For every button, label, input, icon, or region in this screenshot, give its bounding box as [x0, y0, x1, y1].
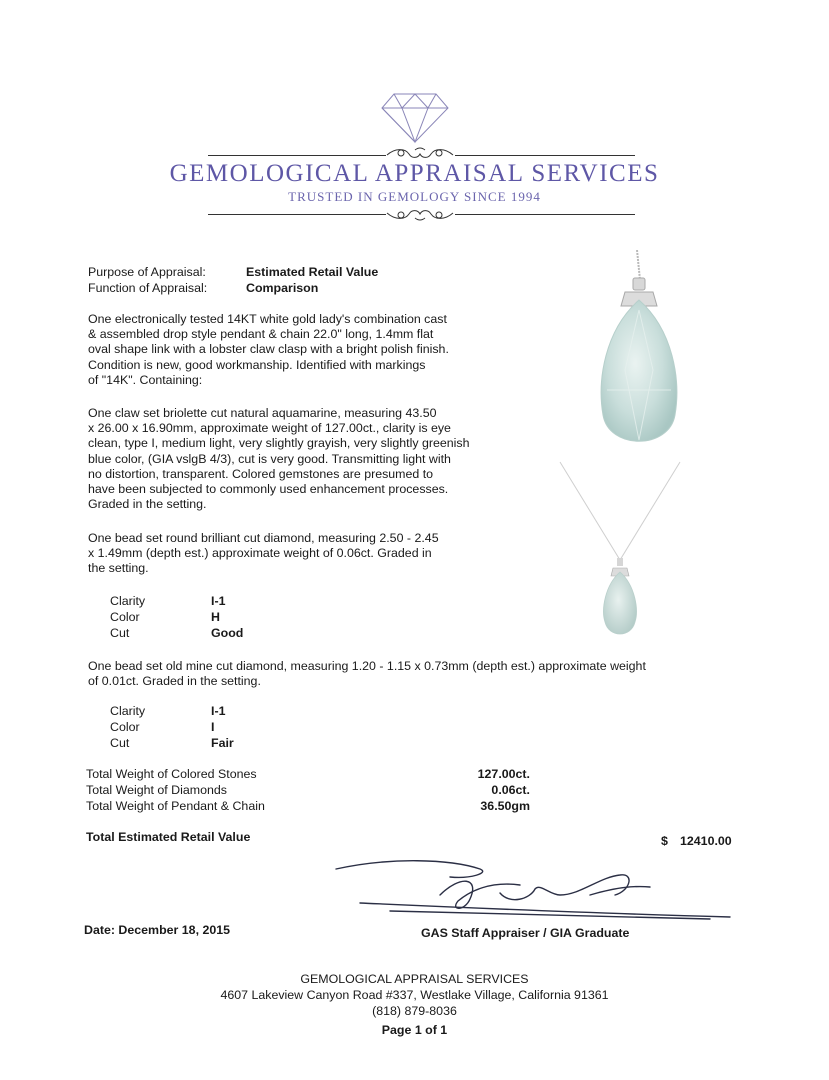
- diamond2-paragraph: [88, 659, 646, 689]
- header-rule-top-left: [208, 155, 386, 156]
- estimated-value-amount: 12410.00: [680, 834, 732, 848]
- diamond2-cut-value: Fair: [211, 736, 234, 750]
- diamond1-clarity-label: Clarity: [110, 594, 146, 608]
- diamond2-clarity-label: Clarity: [110, 704, 146, 718]
- diamond-outline-icon: [380, 92, 450, 144]
- total-colored-stones-value: 127.00ct.: [477, 767, 530, 781]
- diamond1-cut-value: Good: [211, 626, 244, 640]
- description-line: of "14K". Containing:: [88, 372, 203, 387]
- flourish-bottom-icon: [385, 206, 455, 222]
- gemstone-line: One claw set briolette cut natural aquamarine, measuring 43.50: [88, 406, 437, 420]
- header-rule-top-right: [455, 155, 635, 156]
- description-paragraph: [88, 312, 449, 388]
- gemstone-line: no distortion, transparent. Colored gemstones are presumed to: [88, 466, 434, 481]
- description-line: One electronically tested 14KT white gold lady's combination cast: [88, 312, 447, 326]
- footer-company: GEMOLOGICAL APPRAISAL SERVICES: [300, 972, 529, 986]
- appraisal-date: Date: December 18, 2015: [84, 923, 231, 937]
- company-tagline: TRUSTED IN GEMOLOGY SINCE 1994: [288, 189, 541, 204]
- footer-phone: (818) 879-8036: [372, 1004, 457, 1018]
- purpose-label: Purpose of Appraisal:: [88, 265, 206, 279]
- gemstone-line: x 26.00 x 16.90mm, approximate weight of 127.00ct., clarity is eye: [88, 421, 451, 436]
- diamond2-color-value: I: [211, 720, 215, 734]
- page-number: Page 1 of 1: [381, 1023, 448, 1037]
- diamond1-clarity-value: I-1: [211, 594, 226, 608]
- total-diamonds-value: 0.06ct.: [491, 783, 530, 797]
- diamond1-color-value: H: [211, 610, 220, 624]
- diamond1-line: One bead set round brilliant cut diamond, measuring 2.50 - 2.45: [88, 531, 439, 545]
- footer-address: 4607 Lakeview Canyon Road #337, Westlake Village, California 91361: [220, 988, 609, 1002]
- estimated-value-currency: $: [661, 834, 668, 848]
- description-line: & assembled drop style pendant & chain 22.0" long, 1.4mm flat: [88, 327, 434, 342]
- purpose-value: Estimated Retail Value: [246, 265, 379, 279]
- gemstone-line: have been subjected to commonly used enhancement processes.: [88, 482, 449, 497]
- company-name: GEMOLOGICAL APPRAISAL SERVICES: [169, 160, 660, 187]
- gemstone-line: Graded in the setting.: [88, 497, 207, 512]
- pendant-closeup-image: [585, 250, 695, 465]
- diamond1-cut-label: Cut: [110, 626, 130, 640]
- function-value: Comparison: [246, 281, 319, 295]
- total-colored-stones-label: Total Weight of Colored Stones: [86, 767, 257, 781]
- diamond2-cut-label: Cut: [110, 736, 130, 750]
- estimated-value-label: Total Estimated Retail Value: [86, 830, 251, 844]
- gemstone-line: blue color, (GIA vslgB 4/3), cut is very good. Transmitting light with: [88, 451, 451, 466]
- pendant-with-chain-image: [555, 460, 685, 640]
- diamond2-clarity-value: I-1: [211, 704, 226, 718]
- gemstone-paragraph: [88, 406, 470, 512]
- diamond2-line: One bead set old mine cut diamond, measuring 1.20 - 1.15 x 0.73mm (depth est.) approximate weight: [88, 659, 646, 673]
- total-diamonds-label: Total Weight of Diamonds: [86, 783, 227, 797]
- header-rule-bottom-right: [455, 214, 635, 215]
- diamond2-line: of 0.01ct. Graded in the setting.: [88, 674, 261, 689]
- description-line: Condition is new, good workmanship. Identified with markings: [88, 357, 426, 372]
- description-line: oval shape link with a lobster claw clasp with a bright polish finish.: [88, 342, 449, 357]
- gemstone-line: clean, type I, medium light, very slightly grayish, very slightly greenish: [88, 436, 470, 451]
- diamond1-line: the setting.: [88, 561, 149, 576]
- diamond2-color-label: Color: [110, 720, 140, 734]
- total-pendant-chain-value: 36.50gm: [480, 799, 530, 813]
- header-rule-bottom-left: [208, 214, 386, 215]
- diamond1-line: x 1.49mm (depth est.) approximate weight of 0.06ct. Graded in: [88, 546, 432, 561]
- signature-icon: [330, 855, 740, 925]
- diamond1-color-label: Color: [110, 610, 140, 624]
- diamond1-paragraph: [88, 531, 439, 577]
- function-label: Function of Appraisal:: [88, 281, 208, 295]
- total-pendant-chain-label: Total Weight of Pendant & Chain: [86, 799, 265, 813]
- appraiser-title: GAS Staff Appraiser / GIA Graduate: [421, 926, 630, 940]
